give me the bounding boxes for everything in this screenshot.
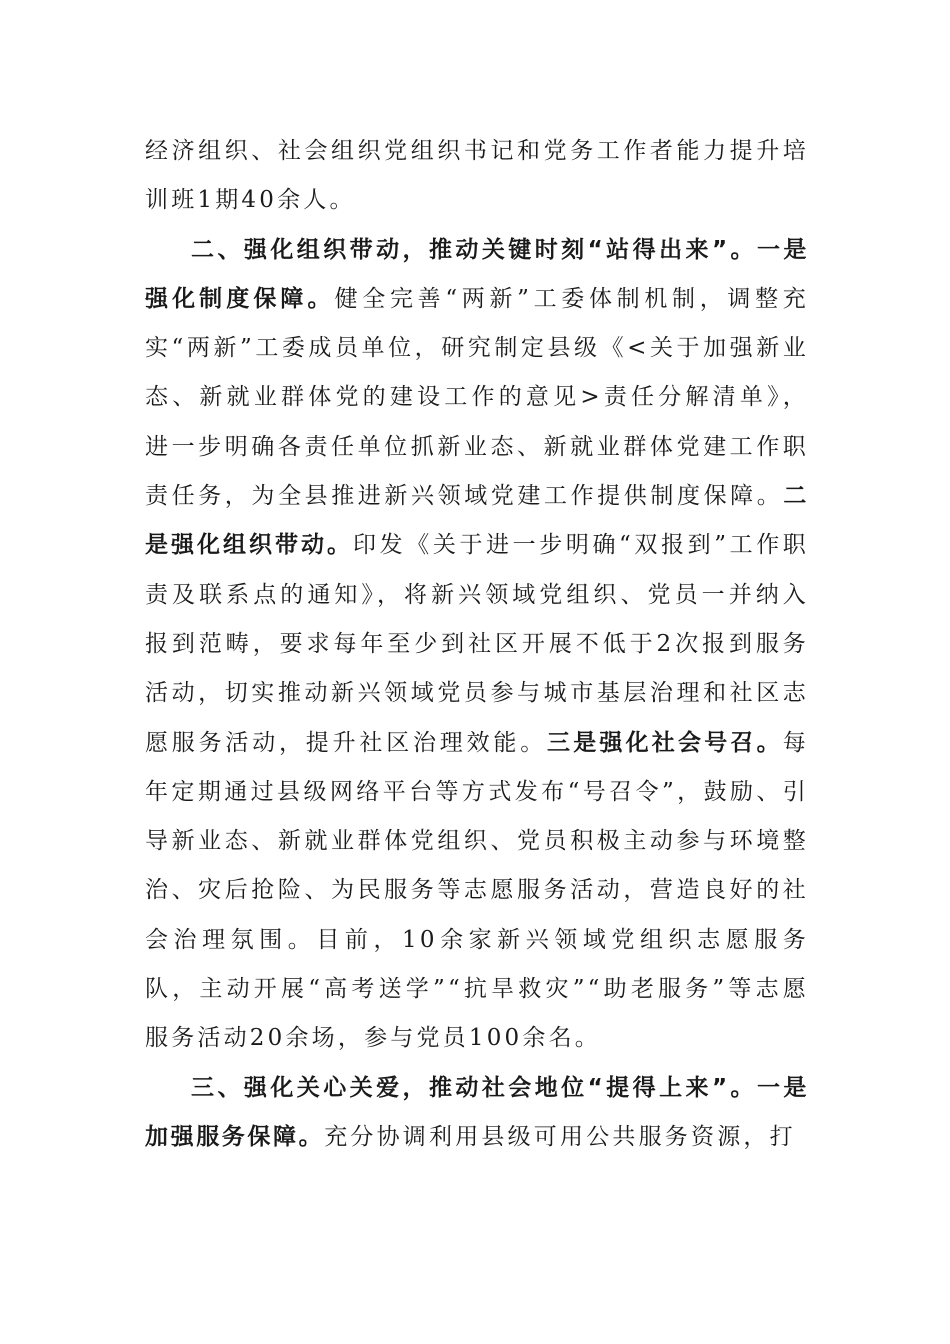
text-segment: 健全完善“两新”工委体制机制，调整充实“两新”工委成员单位，研究制定县级《<关于加强新业态、新就业群体党的建设工作的意见>责任分解清单》，进一步明确各责任单位抓新业态、新就业群体党建工作职责任务，为全县推进新兴领域党建工作提供制度保障。 [145,285,809,510]
paragraph-training-summary [145,127,809,226]
section-three-heading: 三、强化关心关爱，推动社会地位“提得上来”。一是加强服务保障。 [145,1074,809,1150]
paragraph-section-two [145,226,809,1064]
section-two-heading: 二、强化组织带动，推动关键时刻“站得出来”。一是强化制度保障。 [145,236,809,312]
text-segment: 充分协调利用县级可用公共服务资源，打 [324,1123,796,1150]
subheading-organization: 二是强化组织带动。 [145,483,809,559]
document-body [145,127,809,1162]
subheading-social-call: 三是强化社会号召。 [547,729,783,756]
text-segment: 经济组织、社会组织党组织书记和党务工作者能力提升培训班1期40余人。 [145,138,809,214]
paragraph-section-three [145,1064,809,1163]
text-segment: 印发《关于进一步明确“双报到”工作职责及联系点的通知》，将新兴领域党组织、党员一并纳入报到范畴，要求每年至少到社区开展不低于2次报到服务活动，切实推动新兴领域党员参与城市基层治理和社区志愿服务活动，提升社区治理效能。 [145,532,809,756]
text-segment: 每年定期通过县级网络平台等方式发布“号召令”，鼓励、引导新业态、新就业群体党组织、党员积极主动参与环境整治、灾后抢险、为民服务等志愿服务活动，营造良好的社会治理氛围。目前，10余家新兴领域党组织志愿服务队，主动开展“高考送学”“抗旱救灾”“助老服务”等志愿服务活动20余场，参与党员100余名。 [145,729,809,1052]
